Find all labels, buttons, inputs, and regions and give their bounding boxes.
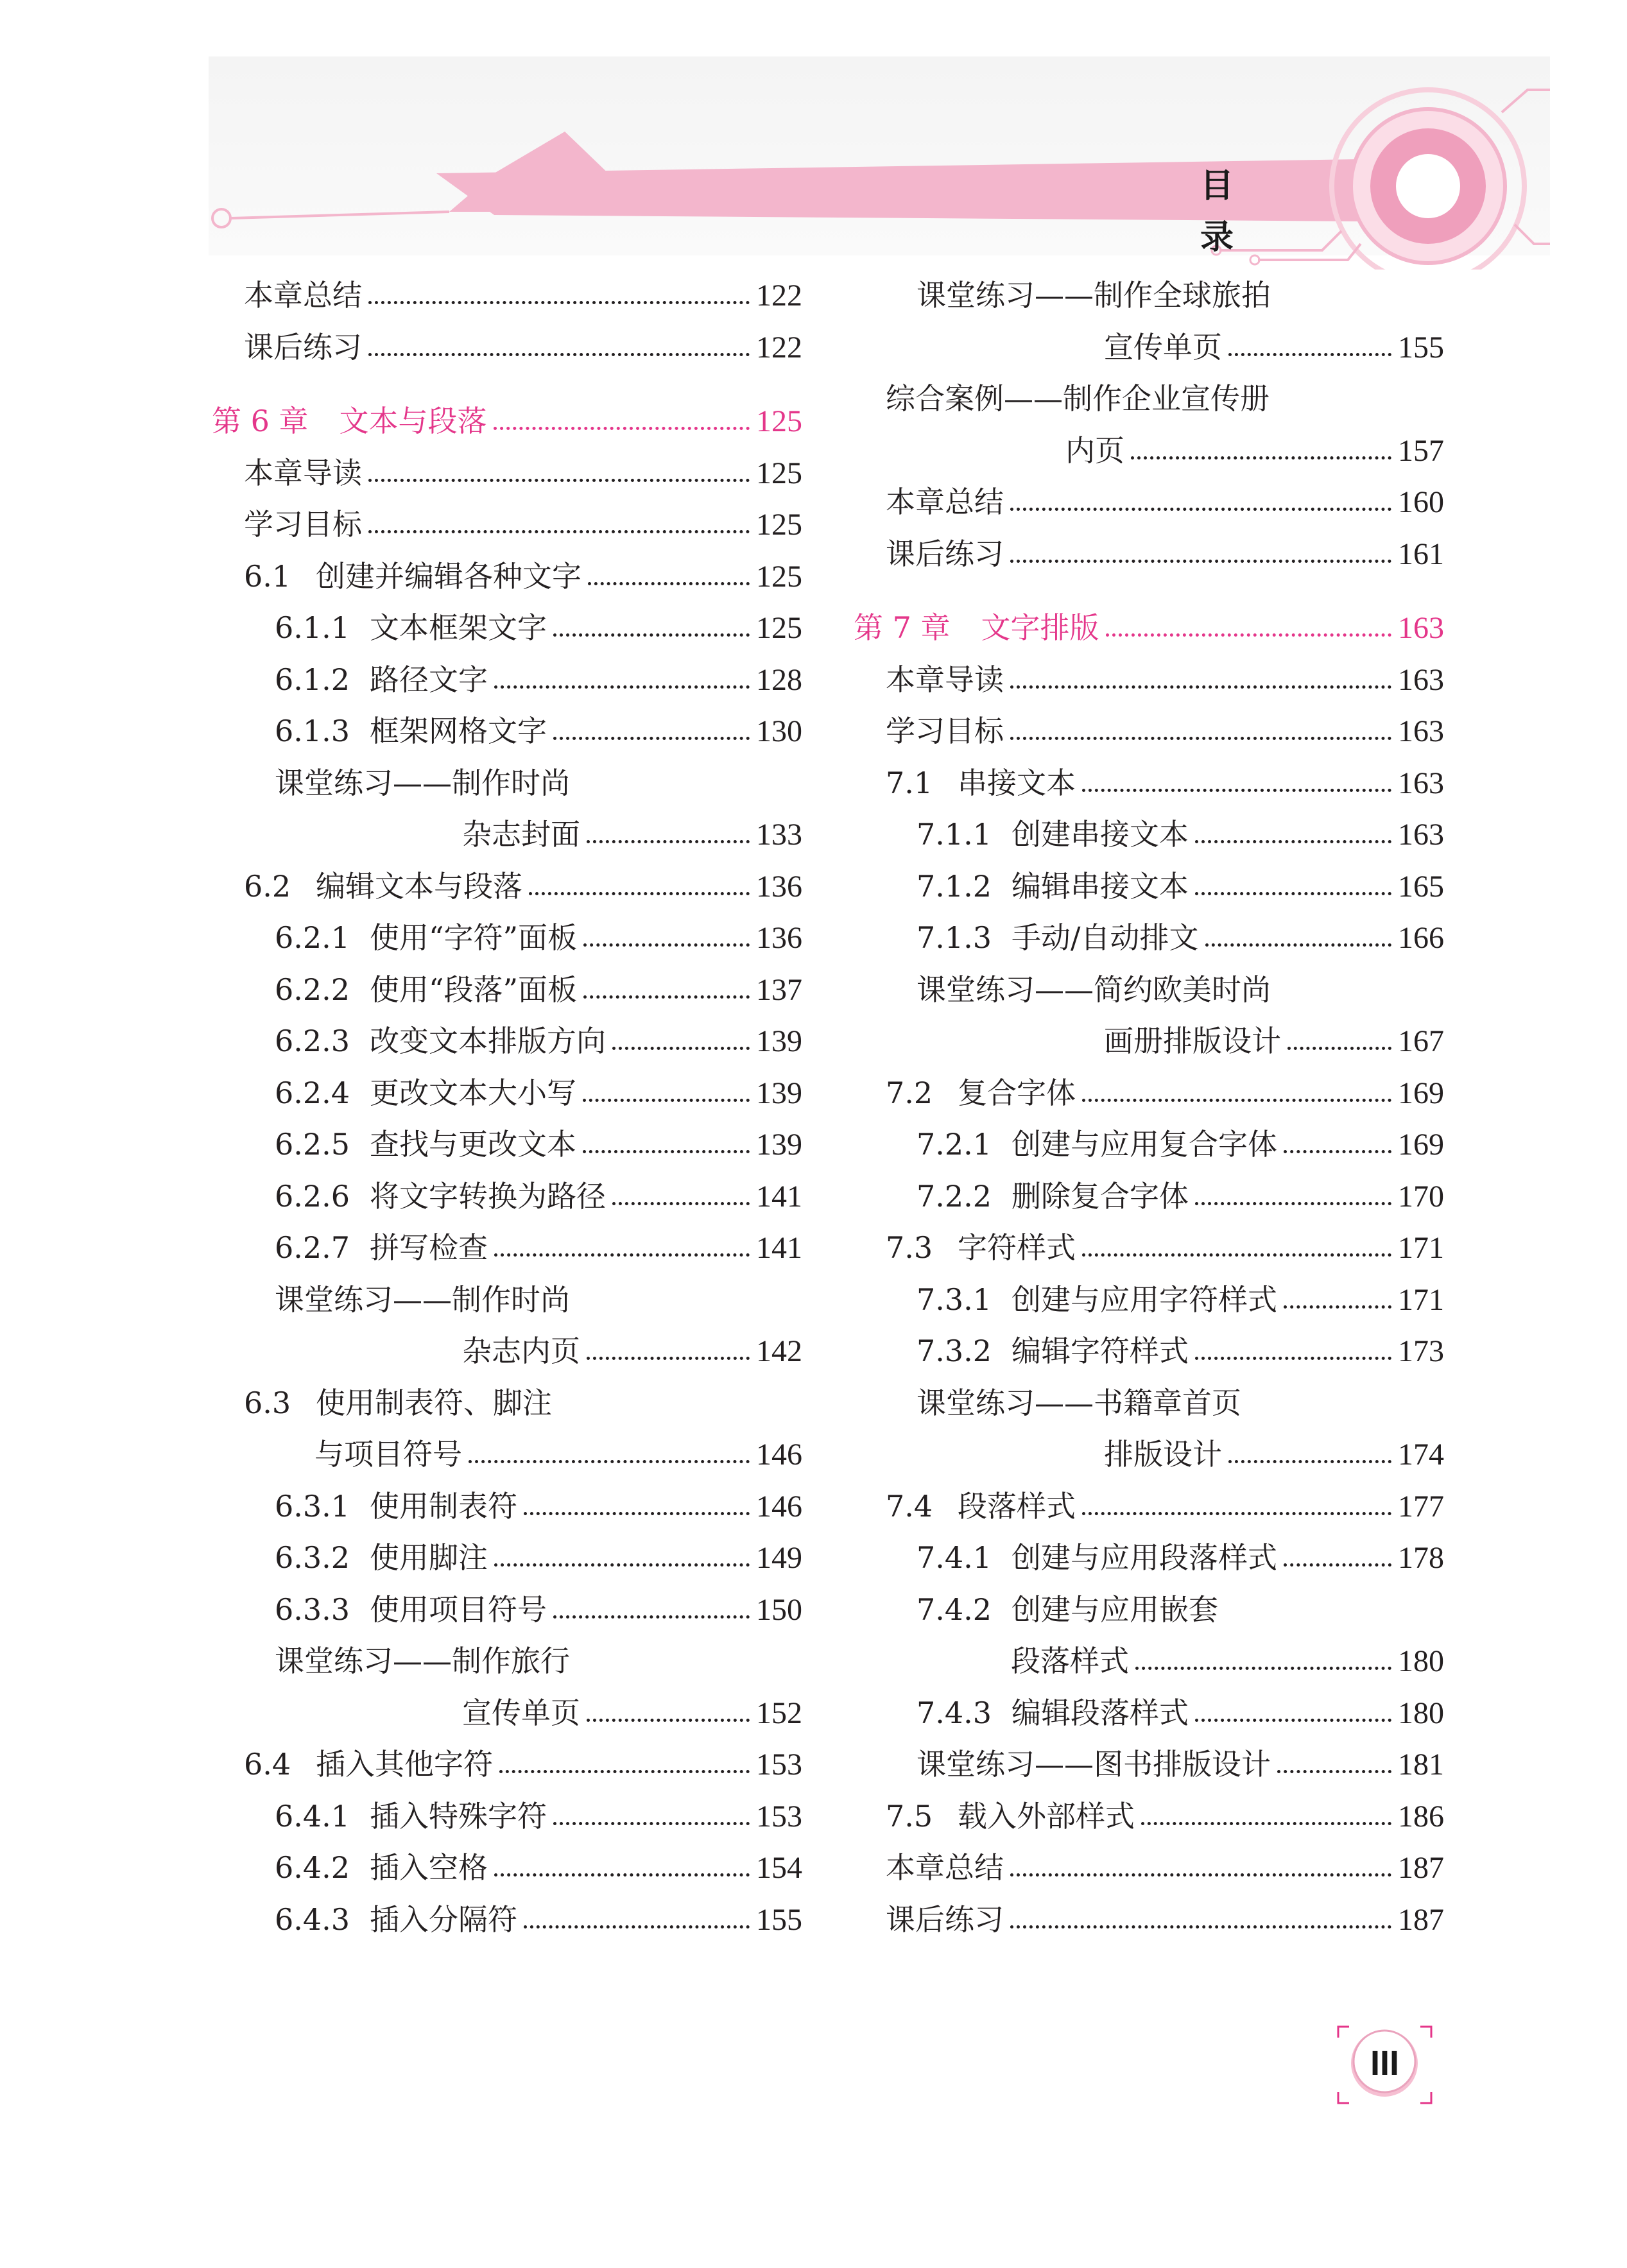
- toc-entry[interactable]: [275, 1015, 802, 1067]
- toc-entry[interactable]: [917, 1119, 1444, 1170]
- toc-page-number: 153: [756, 1748, 802, 1782]
- toc-entry[interactable]: [275, 1894, 802, 1945]
- toc-entry-title: 宣传单页: [462, 1696, 580, 1730]
- toc-entry-number: 6.3.1: [275, 1489, 350, 1524]
- toc-entry-title: 课后练习: [886, 1902, 1004, 1937]
- toc-entry[interactable]: [462, 1687, 802, 1739]
- toc-entry[interactable]: [886, 1222, 1444, 1273]
- toc-entry-number: 7.1.3: [917, 920, 992, 955]
- toc-entry-title: 编辑字符样式: [1011, 1334, 1189, 1368]
- toc-leader-dots: [1287, 1027, 1391, 1050]
- toc-entry-number: 6.3.2: [275, 1540, 350, 1575]
- toc-page-number: 128: [756, 663, 802, 697]
- toc-leader-dots: [1195, 821, 1391, 843]
- toc-leader-dots: [583, 976, 750, 999]
- toc-entry[interactable]: [314, 1429, 802, 1480]
- toc-page-number: 167: [1398, 1024, 1444, 1058]
- toc-entry-number: 6.4.2: [275, 1850, 350, 1885]
- toc-page-number: 181: [1398, 1748, 1444, 1782]
- toc-entry-title: 宣传单页: [1104, 330, 1222, 365]
- toc-entry-title: 编辑段落样式: [1011, 1696, 1189, 1730]
- toc-entry[interactable]: [275, 1171, 802, 1222]
- toc-leader-dots: [469, 1441, 750, 1463]
- toc-entry-title: 综合案例——制作企业宣传册: [886, 381, 1270, 416]
- toc-leader-dots: [1131, 437, 1391, 460]
- toc-page-number: 165: [1398, 870, 1444, 904]
- toc-leader-dots: [494, 666, 750, 689]
- toc-entry-title: 杂志内页: [462, 1334, 580, 1368]
- toc-entry-title: 创建与应用复合字体: [1011, 1127, 1277, 1162]
- toc-entry-number: 6.4.3: [275, 1902, 350, 1937]
- toc-entry-title: 本章总结: [244, 278, 362, 313]
- header-title: 目 录: [1200, 167, 1257, 257]
- toc-leader-dots: [1082, 1234, 1391, 1257]
- toc-leader-dots: [529, 873, 750, 895]
- toc-entry[interactable]: [917, 1584, 1444, 1635]
- toc-entry-number: 7.1: [886, 766, 933, 800]
- toc-entry-title: 编辑文本与段落: [316, 869, 522, 904]
- toc-entry-title: 使用脚注: [370, 1540, 488, 1575]
- toc-entry-number: 7.3: [886, 1230, 933, 1265]
- toc-page-number: 139: [756, 1076, 802, 1110]
- toc-entry[interactable]: [886, 476, 1444, 528]
- toc-leader-dots: [1195, 1699, 1391, 1722]
- toc-entry[interactable]: [886, 654, 1444, 705]
- toc-page-number: 125: [756, 508, 802, 542]
- toc-entry[interactable]: [917, 1532, 1444, 1583]
- toc-leader-dots: [1284, 1286, 1391, 1309]
- toc-entry[interactable]: [917, 809, 1444, 860]
- toc-entry[interactable]: [244, 1377, 802, 1429]
- toc-entry[interactable]: [886, 1842, 1444, 1893]
- toc-entry-title: 创建与应用段落样式: [1011, 1540, 1277, 1575]
- toc-entry-title: 使用项目符号: [370, 1592, 547, 1627]
- toc-page-number: 139: [756, 1024, 802, 1058]
- toc-page-number: 125: [756, 611, 802, 645]
- toc-leader-dots: [587, 1337, 750, 1360]
- toc-leader-dots: [587, 1699, 750, 1722]
- toc-entry[interactable]: [917, 270, 1444, 321]
- toc-entry[interactable]: [275, 757, 802, 809]
- toc-page-number: 122: [756, 331, 802, 365]
- toc-entry-title: 插入分隔符: [370, 1902, 517, 1937]
- toc-entry[interactable]: [886, 757, 1444, 809]
- toc-leader-dots: [1082, 1493, 1391, 1515]
- toc-entry[interactable]: [917, 964, 1444, 1015]
- toc-page-number: 154: [756, 1851, 802, 1885]
- toc-leader-dots: [1010, 717, 1391, 740]
- toc-entry[interactable]: [886, 1481, 1444, 1532]
- toc-entry-number: 7.4.2: [917, 1592, 992, 1627]
- toc-page-number: 157: [1398, 434, 1444, 468]
- toc-entry-number: 7.1.2: [917, 869, 992, 904]
- toc-entry-title: 段落样式: [1011, 1644, 1129, 1678]
- toc-page-number: 155: [756, 1903, 802, 1937]
- toc-leader-dots: [494, 1234, 750, 1257]
- toc-leader-dots: [553, 1596, 750, 1619]
- toc-page-number: 133: [756, 818, 802, 852]
- toc-entry[interactable]: [275, 1584, 802, 1635]
- toc-entry-title: 删除复合字体: [1011, 1179, 1189, 1214]
- toc-entry-number: 7.5: [886, 1799, 933, 1834]
- toc-entry[interactable]: [244, 499, 802, 550]
- toc-page-number: 163: [1398, 663, 1444, 697]
- toc-page-number: 130: [756, 714, 802, 748]
- toc-leader-dots: [583, 1131, 750, 1153]
- toc-entry[interactable]: [886, 1067, 1444, 1119]
- toc-leader-dots: [1010, 1854, 1391, 1877]
- toc-page-number: 180: [1398, 1696, 1444, 1730]
- toc-page-number: 163: [1398, 766, 1444, 800]
- toc-leader-dots: [553, 1803, 750, 1825]
- toc-leader-dots: [588, 563, 750, 585]
- toc-entry[interactable]: [1065, 425, 1444, 476]
- toc-entry-title: 课堂练习——制作全球旅拍: [917, 278, 1271, 313]
- toc-entry[interactable]: [917, 1274, 1444, 1325]
- toc-leader-dots: [1082, 1079, 1391, 1102]
- header-banner: [0, 0, 1627, 270]
- toc-entry-number: 6.2.4: [275, 1076, 350, 1110]
- toc-entry-title: 创建并编辑各种文字: [316, 559, 581, 594]
- toc-entry-title: 课堂练习——制作时尚: [275, 766, 570, 800]
- toc-entry-title: 使用“段落”面板: [370, 972, 578, 1007]
- toc-leader-dots: [1205, 924, 1392, 947]
- toc-entry[interactable]: [275, 1481, 802, 1532]
- toc-entry-title: 编辑串接文本: [1011, 869, 1189, 904]
- toc-page-number: 171: [1398, 1231, 1444, 1265]
- toc-chapter-heading[interactable]: [854, 602, 1444, 653]
- toc-page-number: 141: [756, 1180, 802, 1214]
- toc-entry[interactable]: [275, 1791, 802, 1842]
- toc-entry-number: 6.2.1: [275, 920, 350, 955]
- toc-entry[interactable]: [244, 447, 802, 499]
- toc-entry-number: 6.2: [244, 869, 291, 904]
- toc-entry-number: 7.4.3: [917, 1696, 992, 1730]
- toc-entry[interactable]: [886, 1791, 1444, 1842]
- toc-entry[interactable]: [917, 1687, 1444, 1739]
- toc-page-number: 160: [1398, 485, 1444, 519]
- toc-page-number: 136: [756, 870, 802, 904]
- toc-entry[interactable]: [1104, 322, 1444, 373]
- toc-entry[interactable]: [886, 373, 1444, 424]
- toc-leader-dots: [1284, 1131, 1391, 1153]
- toc-entry[interactable]: [275, 1274, 802, 1325]
- toc-entry[interactable]: [1104, 1429, 1444, 1480]
- toc-entry[interactable]: [917, 861, 1444, 912]
- toc-leader-dots: [1277, 1751, 1391, 1773]
- toc-leader-dots: [583, 1079, 750, 1102]
- toc-entry-number: 6.4: [244, 1747, 291, 1782]
- toc-entry-title: 本章总结: [886, 1850, 1004, 1885]
- toc-entry-title: 课堂练习——书籍章首页: [917, 1386, 1241, 1420]
- toc-entry-number: 6.2.2: [275, 972, 350, 1007]
- toc-leader-dots: [612, 1183, 750, 1205]
- toc-entry[interactable]: [275, 1119, 802, 1170]
- toc-page-number: 180: [1398, 1644, 1444, 1678]
- toc-entry-title: 与项目符号: [314, 1437, 462, 1472]
- toc-entry-title: 使用制表符、脚注: [316, 1386, 552, 1420]
- toc-entry-number: 7.2.2: [917, 1179, 992, 1214]
- toc-page-number: 187: [1398, 1851, 1444, 1885]
- toc-leader-dots: [494, 1854, 750, 1877]
- toc-entry-title: 载入外部样式: [958, 1799, 1135, 1834]
- toc-entry-title: 创建串接文本: [1011, 817, 1189, 852]
- toc-entry[interactable]: [275, 602, 802, 653]
- toc-leader-dots: [368, 460, 750, 482]
- toc-entry-title: 更改文本大小写: [370, 1076, 576, 1110]
- toc-page-number: 153: [756, 1800, 802, 1834]
- toc-entry-number: 6.1.2: [275, 662, 350, 697]
- toc-leader-dots: [368, 282, 750, 304]
- toc-entry-title: 将文字转换为路径: [370, 1179, 606, 1214]
- toc-entry-title: 课后练习: [886, 537, 1004, 571]
- toc-leader-dots: [553, 717, 750, 740]
- page-number: III: [1370, 2044, 1399, 2083]
- toc-entry-number: 第 7 章: [854, 610, 951, 645]
- toc-entry-number: 7.1.1: [917, 817, 992, 852]
- toc-entry[interactable]: [244, 551, 802, 602]
- toc-entry[interactable]: [917, 1171, 1444, 1222]
- toc-entry-title: 创建与应用嵌套: [1011, 1592, 1218, 1627]
- toc-entry[interactable]: [275, 1635, 802, 1687]
- toc-page-number: 139: [756, 1128, 802, 1162]
- toc-entry-title: 文本框架文字: [370, 610, 547, 645]
- toc-entry[interactable]: [886, 705, 1444, 757]
- toc-entry-title: 课堂练习——简约欧美时尚: [917, 972, 1271, 1007]
- toc-entry-number: 7.2.1: [917, 1127, 992, 1162]
- toc-page-number: 137: [756, 973, 802, 1007]
- toc-entry-title: 本章总结: [886, 485, 1004, 519]
- toc-page-number: 163: [1398, 818, 1444, 852]
- toc-entry[interactable]: [917, 912, 1444, 963]
- toc-entry[interactable]: [275, 1222, 802, 1273]
- toc-entry-title: 内页: [1065, 433, 1124, 468]
- toc-page-number: 169: [1398, 1076, 1444, 1110]
- toc-entry-title: 文字排版: [981, 610, 1099, 645]
- toc-leader-dots: [368, 511, 750, 533]
- toc-entry-title: 课堂练习——制作时尚: [275, 1282, 570, 1317]
- toc-page-number: 170: [1398, 1180, 1444, 1214]
- toc-leader-dots: [1284, 1544, 1391, 1567]
- toc-entry-title: 串接文本: [958, 766, 1076, 800]
- toc-entry-title: 使用“字符”面板: [370, 920, 578, 955]
- toc-entry-title: 文本与段落: [339, 404, 487, 438]
- toc-leader-dots: [1195, 1183, 1391, 1205]
- toc-page-number: 186: [1398, 1800, 1444, 1834]
- toc-page-number: 122: [756, 279, 802, 313]
- toc-leader-dots: [1106, 614, 1391, 637]
- toc-entry-number: 第 6 章: [212, 404, 309, 438]
- toc-entry-title: 本章导读: [244, 456, 362, 490]
- toc-entry-number: 6.3.3: [275, 1592, 350, 1627]
- banner-background: [209, 56, 1550, 255]
- toc-entry[interactable]: [244, 1739, 802, 1790]
- toc-page-number: 163: [1398, 714, 1444, 748]
- toc-leader-dots: [583, 924, 750, 947]
- toc-entry[interactable]: [886, 528, 1444, 580]
- toc-entry[interactable]: [275, 1067, 802, 1119]
- toc-entry-number: 6.2.5: [275, 1127, 350, 1162]
- toc-page-number: 125: [756, 404, 802, 438]
- toc-entry[interactable]: [275, 654, 802, 705]
- toc-leader-dots: [1195, 1337, 1391, 1360]
- toc-entry-number: 6.4.1: [275, 1799, 350, 1834]
- toc-page-number: 141: [756, 1231, 802, 1265]
- toc-entry-title: 学习目标: [886, 714, 1004, 748]
- toc-leader-dots: [524, 1906, 750, 1929]
- toc-entry[interactable]: [275, 1842, 802, 1893]
- toc-entry[interactable]: [275, 705, 802, 757]
- toc-leader-dots: [1010, 666, 1391, 689]
- toc-entry-title: 路径文字: [370, 662, 488, 697]
- toc-entry[interactable]: [244, 270, 802, 321]
- toc-leader-dots: [612, 1027, 750, 1050]
- toc-entry-title: 使用制表符: [370, 1489, 517, 1524]
- toc-entry-title: 杂志封面: [462, 817, 580, 852]
- toc-page-number: 146: [756, 1490, 802, 1524]
- toc-entry-number: 6.2.7: [275, 1230, 350, 1265]
- toc-entry-title: 拼写检查: [370, 1230, 488, 1265]
- toc-page-number: 136: [756, 921, 802, 955]
- toc-leader-dots: [368, 334, 750, 356]
- toc-entry-title: 本章导读: [886, 662, 1004, 697]
- toc-leader-dots: [1135, 1647, 1391, 1670]
- toc-leader-dots: [1010, 540, 1391, 563]
- toc-entry-title: 排版设计: [1104, 1437, 1222, 1472]
- toc-entry-number: 6.2.6: [275, 1179, 350, 1214]
- toc-entry-title: 框架网格文字: [370, 714, 547, 748]
- toc-entry-number: 6.2.3: [275, 1024, 350, 1058]
- toc-entry-title: 创建与应用字符样式: [1011, 1282, 1277, 1317]
- toc-entry[interactable]: [917, 1325, 1444, 1377]
- toc-page-number: 178: [1398, 1541, 1444, 1575]
- toc-entry[interactable]: [462, 809, 802, 860]
- toc-page-number: 152: [756, 1696, 802, 1730]
- toc-entry[interactable]: [1104, 1015, 1444, 1067]
- toc-entry-title: 插入特殊字符: [370, 1799, 547, 1834]
- toc-entry-title: 课堂练习——图书排版设计: [917, 1747, 1271, 1782]
- toc-chapter-heading[interactable]: [212, 395, 802, 447]
- toc-entry-number: 7.2: [886, 1076, 933, 1110]
- toc-page-number: 125: [756, 560, 802, 594]
- toc-entry-title: 插入空格: [370, 1850, 488, 1885]
- toc-page-number: 146: [756, 1438, 802, 1472]
- toc-leader-dots: [587, 821, 750, 843]
- toc-page-number: 125: [756, 456, 802, 490]
- toc-entry-number: 6.1.3: [275, 714, 350, 748]
- toc-page-number: 166: [1398, 921, 1444, 955]
- toc-page-number: 149: [756, 1541, 802, 1575]
- toc-entry[interactable]: [462, 1325, 802, 1377]
- toc-entry[interactable]: [1011, 1635, 1444, 1687]
- toc-leader-dots: [494, 408, 750, 430]
- toc-entry-title: 改变文本排版方向: [370, 1024, 606, 1058]
- toc-entry-title: 段落样式: [958, 1489, 1076, 1524]
- toc-entry-title: 课堂练习——制作旅行: [275, 1644, 570, 1678]
- toc-entry-title: 复合字体: [958, 1076, 1076, 1110]
- toc-entry[interactable]: [244, 322, 802, 373]
- toc-entry[interactable]: [244, 861, 802, 912]
- toc-entry-number: 7.4.1: [917, 1540, 992, 1575]
- toc-leader-dots: [1141, 1803, 1391, 1825]
- toc-page-number: 163: [1398, 611, 1444, 645]
- toc-leader-dots: [494, 1544, 750, 1567]
- toc-entry-number: 6.1.1: [275, 610, 350, 645]
- toc-leader-dots: [553, 614, 750, 637]
- toc-entry-number: 7.4: [886, 1489, 933, 1524]
- toc-leader-dots: [1082, 769, 1391, 792]
- toc-leader-dots: [1228, 1441, 1391, 1463]
- toc-page-number: 142: [756, 1334, 802, 1368]
- toc-leader-dots: [1010, 488, 1391, 511]
- toc-page-number: 173: [1398, 1334, 1444, 1368]
- toc-entry-title: 查找与更改文本: [370, 1127, 576, 1162]
- toc-entry[interactable]: [886, 1894, 1444, 1945]
- toc-page-number: 150: [756, 1593, 802, 1627]
- toc-entry[interactable]: [275, 1532, 802, 1583]
- toc-entry-title: 字符样式: [958, 1230, 1076, 1265]
- toc-leader-dots: [1228, 334, 1391, 356]
- toc-page-number: 169: [1398, 1128, 1444, 1162]
- toc-entry[interactable]: [275, 964, 802, 1015]
- toc-leader-dots: [1010, 1906, 1391, 1929]
- toc-entry[interactable]: [275, 912, 802, 963]
- toc-entry-number: 6.1: [244, 559, 291, 594]
- toc-page-number: 177: [1398, 1490, 1444, 1524]
- toc-leader-dots: [499, 1751, 750, 1773]
- toc-entry-title: 学习目标: [244, 507, 362, 542]
- toc-entry-title: 插入其他字符: [316, 1747, 493, 1782]
- toc-entry-title: 画册排版设计: [1104, 1024, 1281, 1058]
- toc-page-number: 161: [1398, 537, 1444, 571]
- toc-entry[interactable]: [917, 1739, 1444, 1790]
- toc-entry-number: 7.3.2: [917, 1334, 992, 1368]
- toc-entry[interactable]: [917, 1377, 1444, 1429]
- toc-entry-title: 课后练习: [244, 330, 362, 365]
- toc-entry-number: 7.3.1: [917, 1282, 992, 1317]
- toc-page-number: 155: [1398, 331, 1444, 365]
- toc-leader-dots: [1195, 873, 1391, 895]
- toc-page-number: 187: [1398, 1903, 1444, 1937]
- toc-entry-title: 手动/自动排文: [1011, 920, 1199, 955]
- toc-entry-number: 6.3: [244, 1386, 291, 1420]
- toc-page-number: 174: [1398, 1438, 1444, 1472]
- toc-leader-dots: [524, 1493, 750, 1515]
- toc-page-number: 171: [1398, 1283, 1444, 1317]
